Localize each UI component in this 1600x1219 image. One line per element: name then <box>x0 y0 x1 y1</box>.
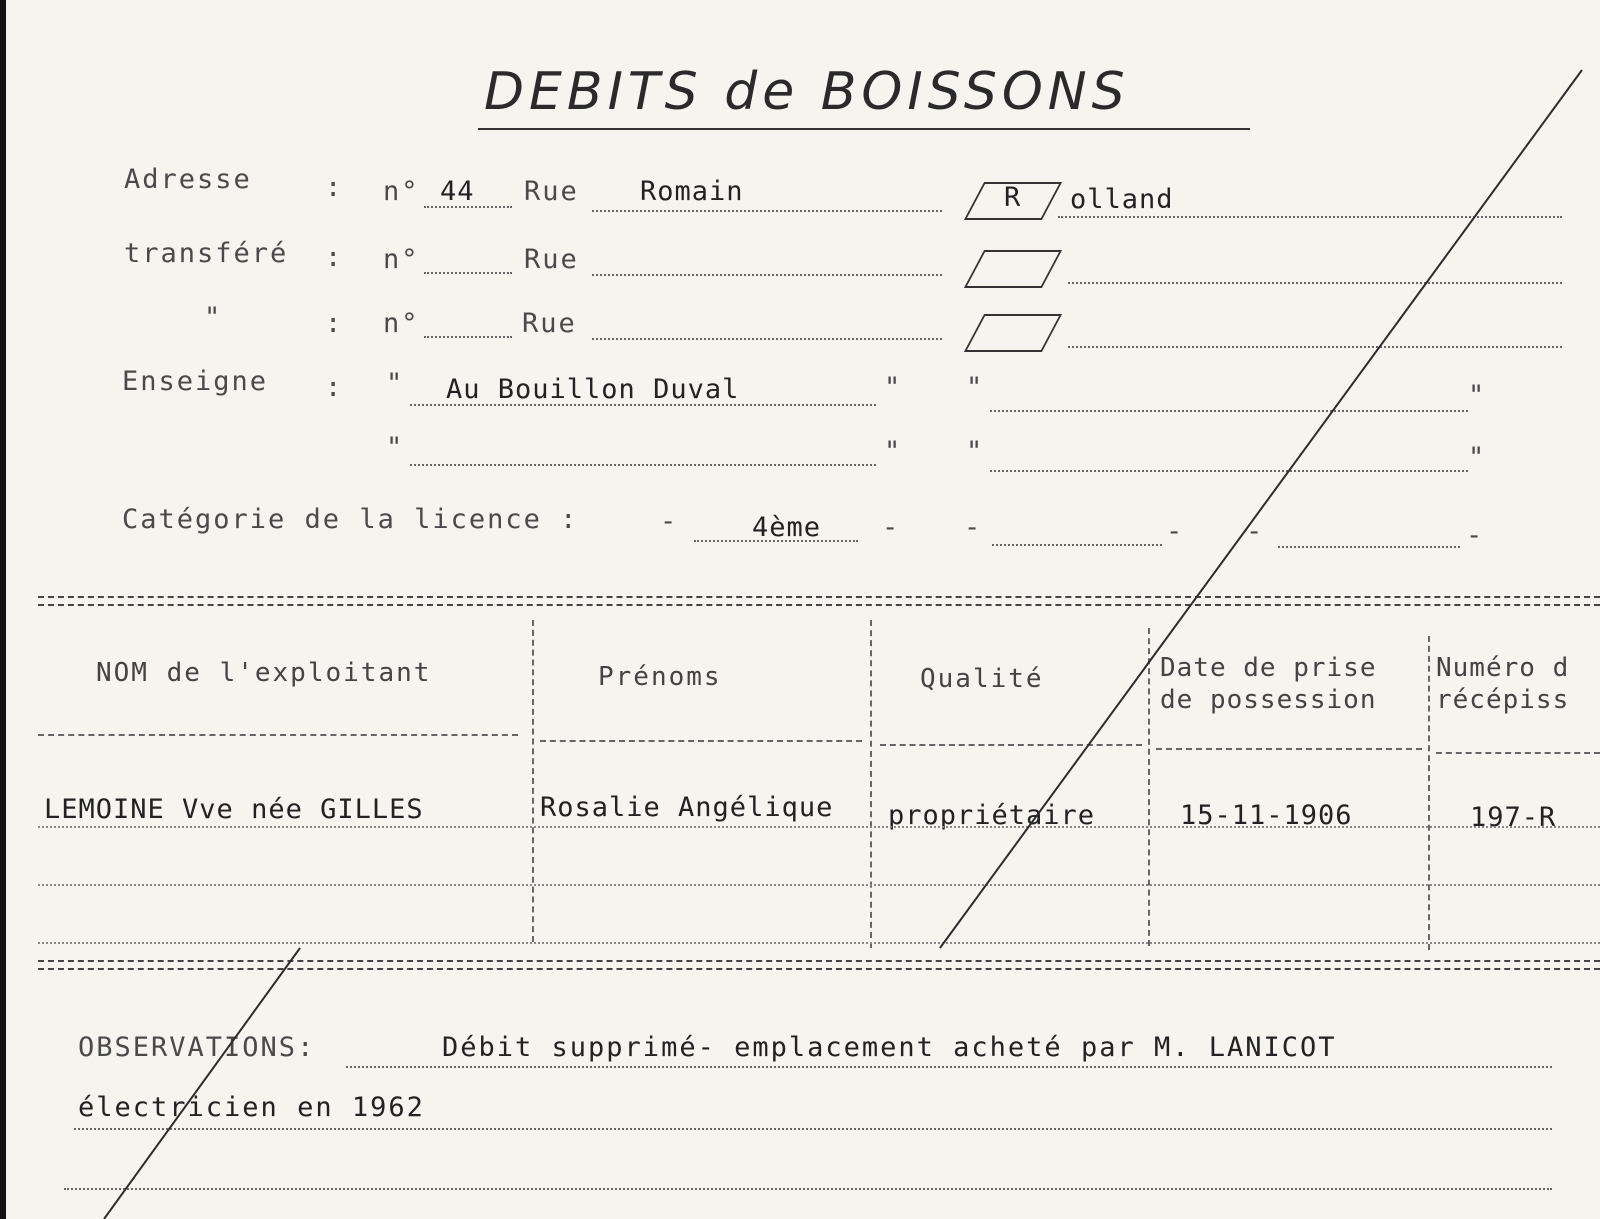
observations-line-2: électricien en 1962 <box>78 1092 425 1123</box>
license-label: Catégorie de la licence : <box>122 504 579 535</box>
address-no-label: n° <box>383 176 420 207</box>
address-number: 44 <box>440 176 475 207</box>
license-dash-4: - <box>1166 516 1185 547</box>
sign-label: Enseigne <box>122 366 269 397</box>
row-1-date: 15-11-1906 <box>1180 800 1353 831</box>
sign-quote-close-3: " <box>884 436 903 467</box>
transfer-1-label: transféré <box>124 238 289 269</box>
transfer-1-no-label: n° <box>383 244 420 275</box>
sign-quote-close-2: " <box>1468 380 1487 411</box>
sign-value-1: Au Bouillon Duval <box>446 374 740 405</box>
address-label: Adresse <box>124 164 252 195</box>
address-street: Romain <box>640 176 744 207</box>
sign-quote-open-4: " <box>966 436 985 467</box>
header-nom: NOM de l'exploitant <box>96 658 432 688</box>
row-1-nom: LEMOINE Vve née GILLES <box>44 794 424 825</box>
transfer-2-ditto: " <box>204 302 223 333</box>
header-qualite: Qualité <box>920 664 1044 694</box>
sign-colon: : <box>325 372 344 403</box>
row-1-prenoms: Rosalie Angélique <box>540 792 834 823</box>
header-prenoms: Prénoms <box>598 662 722 692</box>
address-street-suffix: olland <box>1070 184 1174 215</box>
header-date-1: Date de prise <box>1160 653 1377 683</box>
license-dash-2: - <box>882 512 901 543</box>
sign-quote-open-1: " <box>386 368 405 399</box>
license-dash-6: - <box>1466 520 1485 551</box>
sign-quote-close-1: " <box>884 372 903 403</box>
address-letter: R <box>1004 182 1022 213</box>
observations-line-1: Débit supprimé- emplacement acheté par M. LANICOT <box>442 1032 1337 1063</box>
header-numero-2: récépiss <box>1436 685 1570 715</box>
transfer-2-rue-label: Rue <box>522 308 577 339</box>
sign-quote-open-2: " <box>966 372 985 403</box>
observations-label: OBSERVATIONS: <box>78 1032 316 1063</box>
sign-quote-close-4: " <box>1468 442 1487 473</box>
address-rue-label: Rue <box>524 176 579 207</box>
transfer-1-colon: : <box>325 242 344 273</box>
license-dash-3: - <box>964 512 983 543</box>
sign-quote-open-3: " <box>386 432 405 463</box>
license-dash-1: - <box>660 506 679 537</box>
address-colon: : <box>325 172 344 203</box>
transfer-2-colon: : <box>325 308 344 339</box>
transfer-1-rue-label: Rue <box>524 244 579 275</box>
card-title: DEBITS de BOISSONS <box>484 62 1130 122</box>
transfer-2-no-label: n° <box>383 308 420 339</box>
license-dash-5: - <box>1246 516 1265 547</box>
header-numero-1: Numéro d <box>1436 653 1570 683</box>
row-1-qualite: propriétaire <box>888 800 1096 831</box>
header-date-2: de possession <box>1160 685 1377 715</box>
license-value: 4ème <box>752 512 822 543</box>
row-1-numero: 197-R <box>1470 802 1557 833</box>
